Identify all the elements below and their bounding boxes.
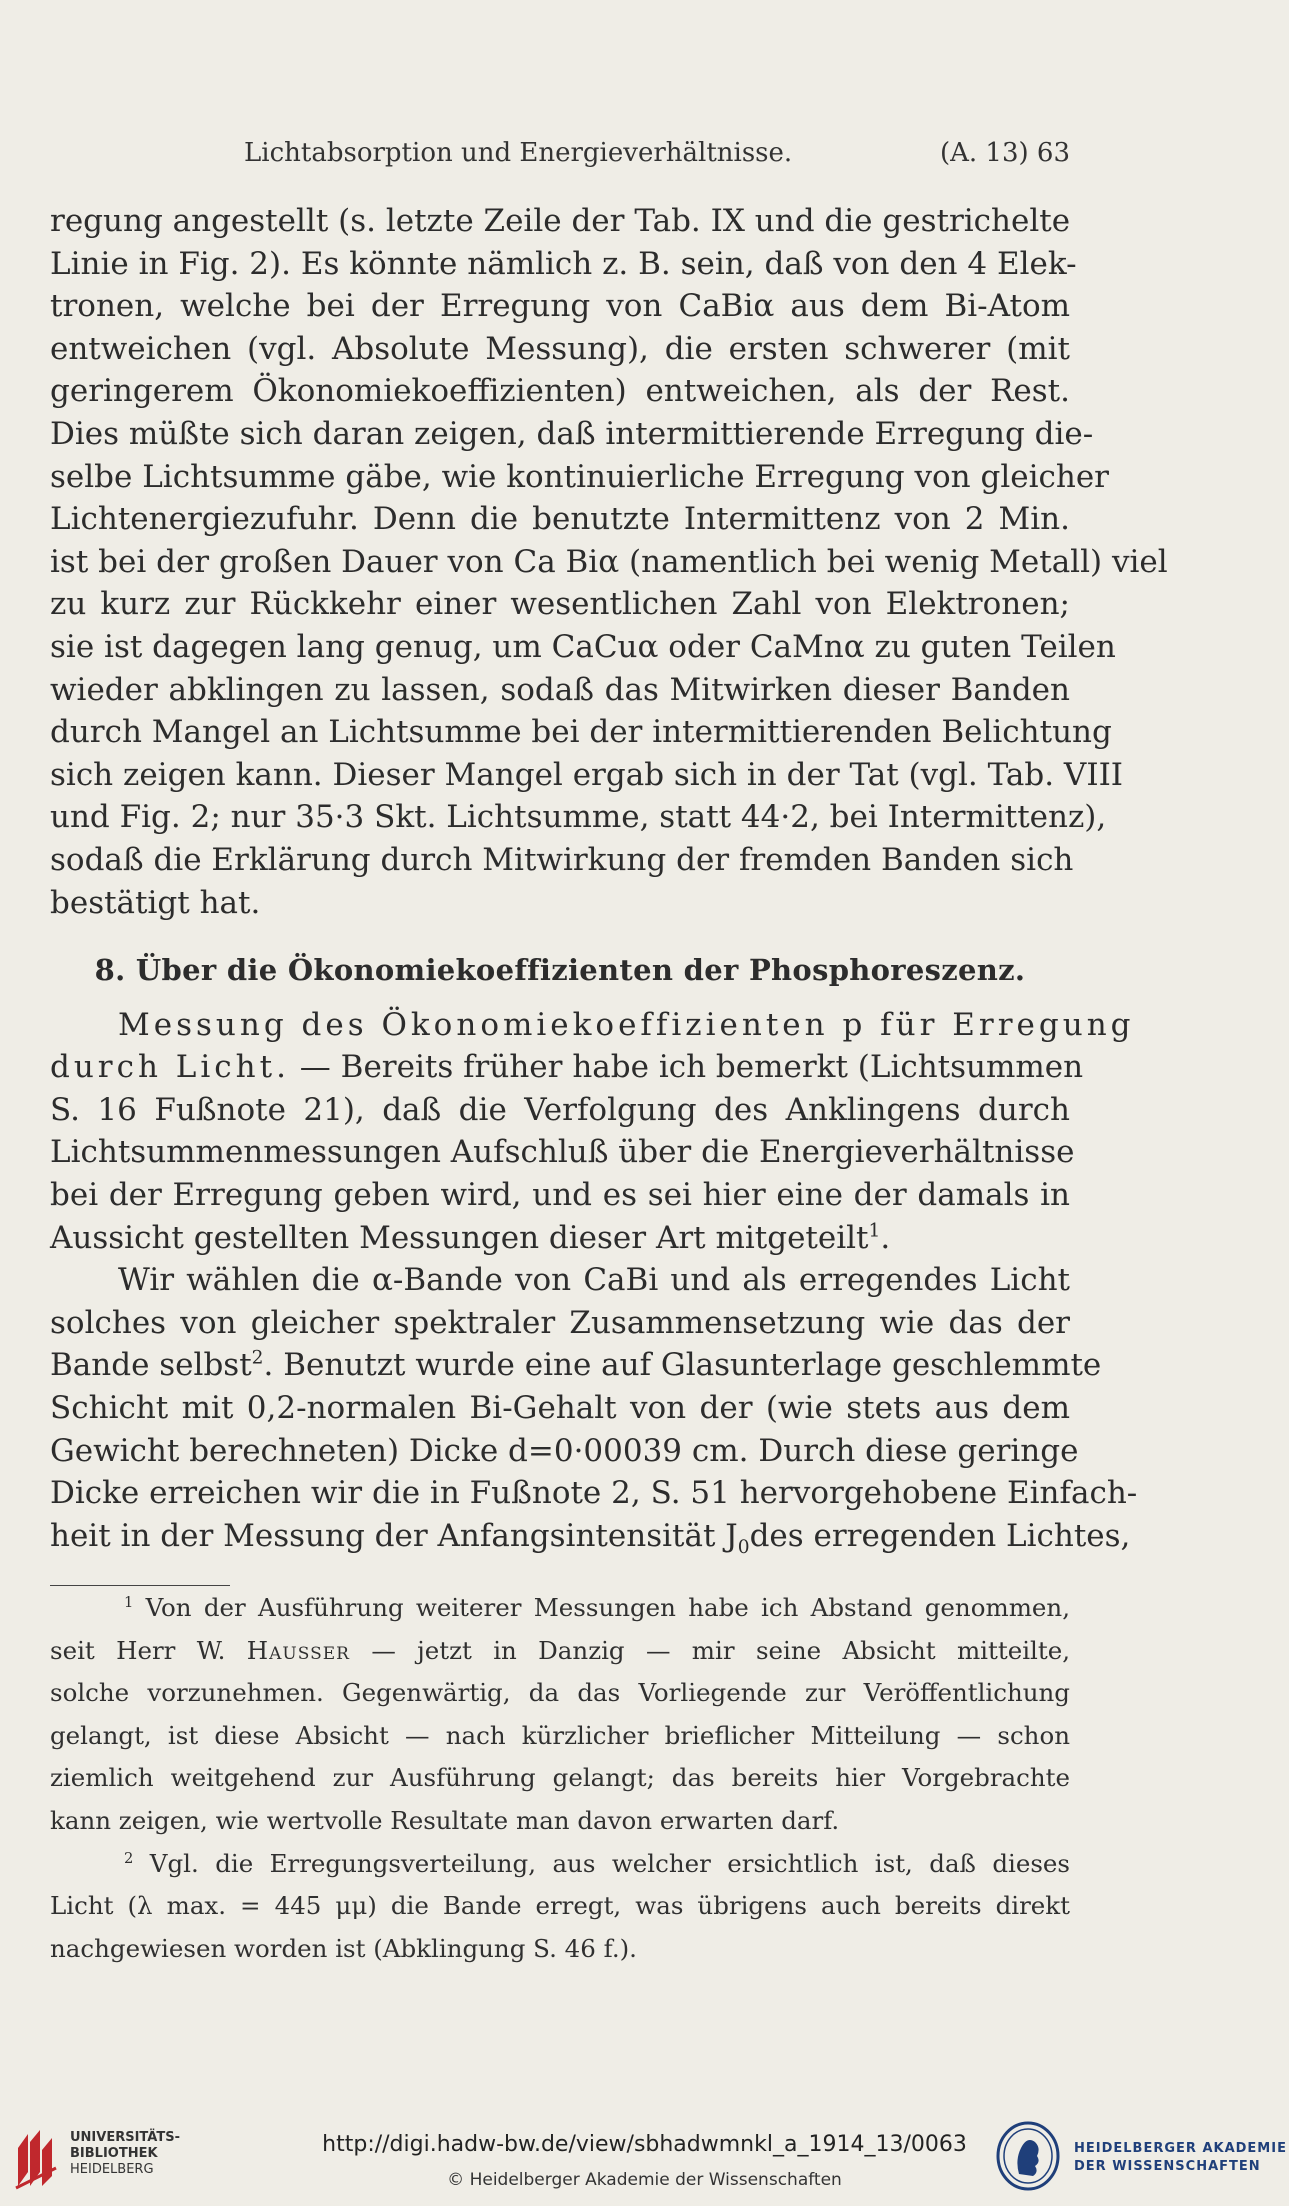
text-line: Wir wählen die α-Bande von CaBi und als erregendes Licht — [118, 1262, 1070, 1299]
text-line: Lichtenergiezufuhr. Denn die benutzte Intermittenz von 2 Min. — [50, 501, 1070, 538]
text-line: tronen, welche bei der Erregung von CaBiα aus dem Bi-Atom — [50, 288, 1070, 325]
body-text — [50, 200, 1168, 1558]
paragraph-2 — [50, 1004, 1135, 1260]
academy-line: DER WISSENSCHAFTEN — [1074, 2159, 1261, 2174]
text-line: Dies müßte sich daran zeigen, daß intermittierende Erregung die- — [50, 415, 1094, 452]
text-line: sich zeigen kann. Dieser Mangel ergab sich in der Tat (vgl. Tab. VIII — [50, 756, 1124, 793]
text-run: Aussicht gestellten Messungen dieser Art mitgeteilt — [50, 1219, 869, 1256]
text-run: Vgl. die Erregungsverteilung, aus welcher ersichtlich ist, daß dieses — [133, 1848, 1070, 1878]
text-line: solche vorzunehmen. Gegenwärtig, da das Vorliegende zur Veröffentlichung — [50, 1678, 1070, 1708]
text-line: sie ist dagegen lang genug, um CaCuα oder CaMnα zu guten Teilen — [50, 628, 1116, 665]
ub-line: BIBLIOTHEK — [70, 2146, 158, 2161]
text-line: S. 16 Fußnote 21), daß die Verfolgung des Anklingens durch — [50, 1091, 1070, 1128]
academy-label — [1074, 2140, 1287, 2176]
text-line: bestätigt hat. — [50, 884, 261, 921]
text-line — [50, 1004, 1135, 1047]
text-line: und Fig. 2; nur 35·3 Skt. Lichtsumme, statt 44·2, bei Intermittenz), — [50, 799, 1107, 836]
text-line: Schicht mit 0,2-normalen Bi-Gehalt von der (wie stets aus dem — [50, 1390, 1070, 1427]
text-line: regung angestellt (s. letzte Zeile der Tab. IX und die gestrichelte — [50, 203, 1071, 239]
text-line: entweichen (vgl. Absolute Messung), die ersten schwerer (mit — [50, 330, 1070, 367]
text-run: heit in der Messung der Anfangsintensität J — [50, 1517, 738, 1554]
text-line: kann zeigen, wie wertvolle Resultate man davon erwarten darf. — [50, 1805, 840, 1835]
ub-line: HEIDELBERG — [70, 2162, 154, 2177]
text-line: geringerem Ökonomiekoeffizienten) entweichen, als der Rest. — [50, 373, 1070, 410]
spaced-emphasis: durch Licht. — [50, 1049, 290, 1086]
text-line: Gewicht berechneten) Dicke d=0·00039 cm. Durch diese geringe — [50, 1432, 1079, 1469]
footnote-ref[interactable]: 2 — [251, 1348, 264, 1370]
text-line — [50, 1217, 1070, 1260]
text-line: sodaß die Erklärung durch Mitwirkung der fremden Banden sich — [50, 841, 1074, 878]
text-line: solches von gleicher spektraler Zusammensetzung wie das der — [50, 1304, 1070, 1341]
footnotes — [50, 1590, 1070, 1973]
section-heading: 8. Über die Ökonomiekoeffizienten der Phosphoreszenz. — [94, 953, 1026, 988]
text-run: Von der Ausführung weiterer Messungen habe ich Abstand genommen, — [133, 1593, 1070, 1622]
text-line — [50, 1590, 1070, 1633]
header-page-ref: (A. 13) 63 — [939, 138, 1070, 168]
text-line — [50, 1633, 1070, 1676]
text-line: nachgewiesen worden ist (Abklingung S. 46 f.). — [50, 1933, 637, 1963]
footnote-2 — [50, 1846, 1070, 1974]
running-header — [50, 138, 1070, 174]
subscript: 0 — [737, 1537, 750, 1558]
text-line: wieder abklingen zu lassen, sodaß das Mitwirken dieser Banden — [50, 671, 1070, 708]
footnote-marker: 1 — [124, 1593, 134, 1611]
text-line: Licht (λ max. = 445 μμ) die Bande erregt, was übrigens auch bereits direkt — [50, 1891, 1070, 1921]
text-run: des erregenden Lichtes, — [749, 1517, 1131, 1554]
text-run: — Bereits früher habe ich bemerkt (Lichtsummen — [289, 1049, 1084, 1086]
academy-line: HEIDELBERGER AKADEMIE — [1074, 2141, 1287, 2156]
author-name: Hausser — [246, 1635, 350, 1665]
ub-line: UNIVERSITÄTS- — [70, 2130, 180, 2145]
text-line — [50, 1046, 1084, 1089]
header-title: Lichtabsorption und Energieverhältnisse. — [244, 138, 793, 168]
text-line: ziemlich weitgehend zur Ausführung gelangt; das bereits hier Vorgebrachte — [50, 1763, 1070, 1793]
text-line: selbe Lichtsumme gäbe, wie kontinuierliche Erregung von gleicher — [50, 458, 1109, 495]
text-line: Lichtsummenmessungen Aufschluß über die Energieverhältnisse — [50, 1134, 1075, 1171]
text-line — [50, 1515, 1131, 1558]
text-line: ist bei der großen Dauer von Ca Biα (namentlich bei wenig Metall) viel — [50, 543, 1168, 580]
footnote-marker: 2 — [124, 1849, 134, 1867]
text-line: gelangt, ist diese Absicht — nach kürzlicher brieflicher Mitteilung — schon — [50, 1720, 1070, 1750]
text-line: zu kurz zur Rückkehr einer wesentlichen Zahl von Elektronen; — [50, 586, 1070, 623]
spaced-emphasis: Messung des Ökonomiekoeffizienten p für Erregung — [118, 1006, 1135, 1043]
text-line — [50, 1344, 1102, 1387]
text-line: durch Mangel an Lichtsumme bei der intermittierenden Belichtung — [50, 714, 1112, 751]
text-run: Bande selbst — [50, 1347, 252, 1384]
paragraph-3 — [50, 1259, 1138, 1558]
footnote-ref[interactable]: 1 — [868, 1220, 881, 1242]
footnote-rule — [50, 1585, 230, 1586]
text-run: — jetzt in Danzig — mir seine Absicht mitteilte, — [349, 1635, 1071, 1665]
permalink-url[interactable]: http://digi.hadw-bw.de/view/sbhadwmnkl_a_1914_13/0063 — [322, 2132, 967, 2157]
text-line: bei der Erregung geben wird, und es sei hier eine der damals in — [50, 1177, 1070, 1214]
text-run: . — [880, 1219, 891, 1256]
text-line: Dicke erreichen wir die in Fußnote 2, S. 51 hervorgehobene Einfach- — [50, 1475, 1138, 1512]
text-run: seit Herr W. — [50, 1635, 247, 1665]
academy-seal-icon[interactable] — [995, 2120, 1061, 2192]
text-line — [50, 1846, 1070, 1889]
paragraph-1 — [50, 200, 1168, 924]
viewer-footer — [0, 2110, 1289, 2206]
copyright-notice: © Heidelberger Akademie der Wissenschaften — [447, 2170, 842, 2190]
footnote-1 — [50, 1590, 1070, 1846]
text-line: Linie in Fig. 2). Es könnte nämlich z. B. sein, daß von den 4 Elek- — [50, 245, 1077, 282]
text-run: . Benutzt wurde eine auf Glasunterlage geschlemmte — [263, 1347, 1102, 1384]
